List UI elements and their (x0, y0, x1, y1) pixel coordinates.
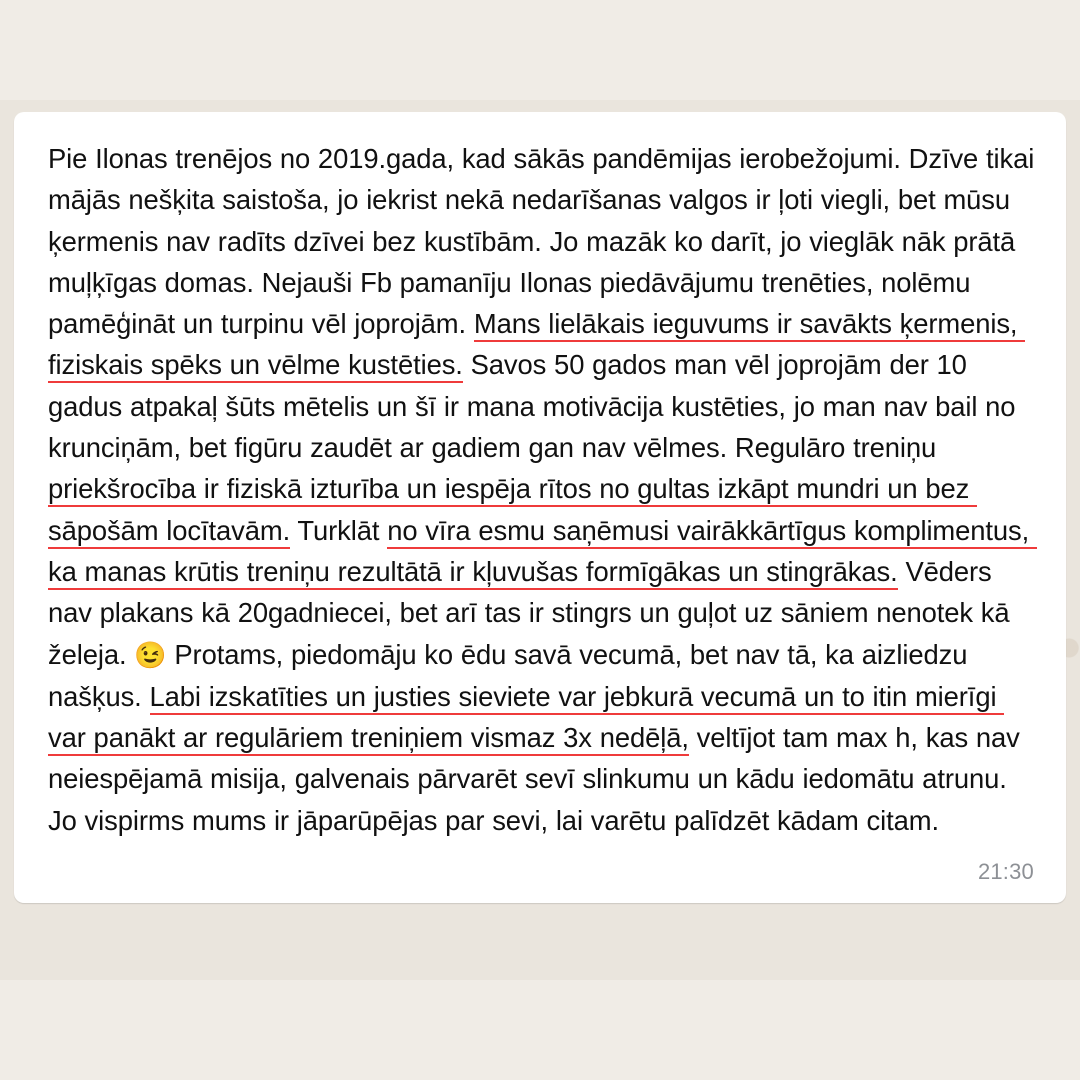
highlighted-text: priekšrocība ir fiziskā izturība un iespēja rītos no gultas izkāpt mundri un bez sāpošām locītavām. (48, 473, 977, 548)
highlighted-text: Mans lielākais ieguvums ir savākts ķermenis, fiziskais spēks un vēlme kustēties. (48, 308, 1025, 383)
body-text: Pie Ilonas trenējos no 2019.gada, kad sākās pandēmijas ierobežojumi. Dzīve tikai mājās nešķita saistoša, jo iekrist nekā nedarīšanas valgos ir ļoti viegli, bet mūsu ķermenis nav radīts dzīvei bez kustībām. Jo mazāk ko darīt, jo vieglāk nāk prātā muļķīgas domas. Nejauši Fb pamanīju Ilonas piedāvājumu trenēties, nolēmu pamēģināt un turpinu vēl joprojām. (48, 143, 1043, 340)
message-bubble[interactable] (14, 112, 1066, 903)
body-text: Savos 50 gados man vēl joprojām der 10 gadus atpakaļ šūts mētelis un šī ir mana motivācija kustēties, jo man nav bail no krunciņām, bet figūru zaudēt ar gadiem gan nav vēlmes. Regulāro treniņu (48, 349, 1024, 464)
body-text: Protams, piedomāju ko ēdu savā vecumā, bet nav tā, ka aizliedzu našķus. (48, 638, 976, 712)
body-text: Vēders nav plakans kā 20gadniecei, bet arī tas ir stingrs un guļot uz sāniem nenotek kā želeja. (48, 555, 1018, 670)
body-text: veltījot tam max h, kas nav neiespējamā misija, galvenais pārvarēt sevī slinkumu un kādu iedomātu atrunu. Jo vispirms mums ir jāparūpējas par sevi, lai varētu palīdzēt kādam citam. (48, 722, 1028, 836)
top-band (0, 0, 1080, 100)
message-timestamp: 21:30 (977, 859, 1034, 885)
body-text: Turklāt (290, 514, 388, 546)
message-meta (48, 859, 1040, 893)
highlighted-text: Labi izskatīties un justies sieviete var jebkurā vecumā un to itin mierīgi var panākt ar regulāriem treniņiem vismaz 3x nedēļā, (48, 681, 1004, 756)
bottom-band (0, 980, 1080, 1080)
winking-face-emoji: 😉 (134, 639, 167, 670)
highlighted-text: no vīra esmu saņēmusi vairākkārtīgus komplimentus, ka manas krūtis treniņu rezultātā ir kļuvušas formīgākas un stingrākas. (48, 515, 1037, 590)
message-text (48, 138, 1043, 841)
